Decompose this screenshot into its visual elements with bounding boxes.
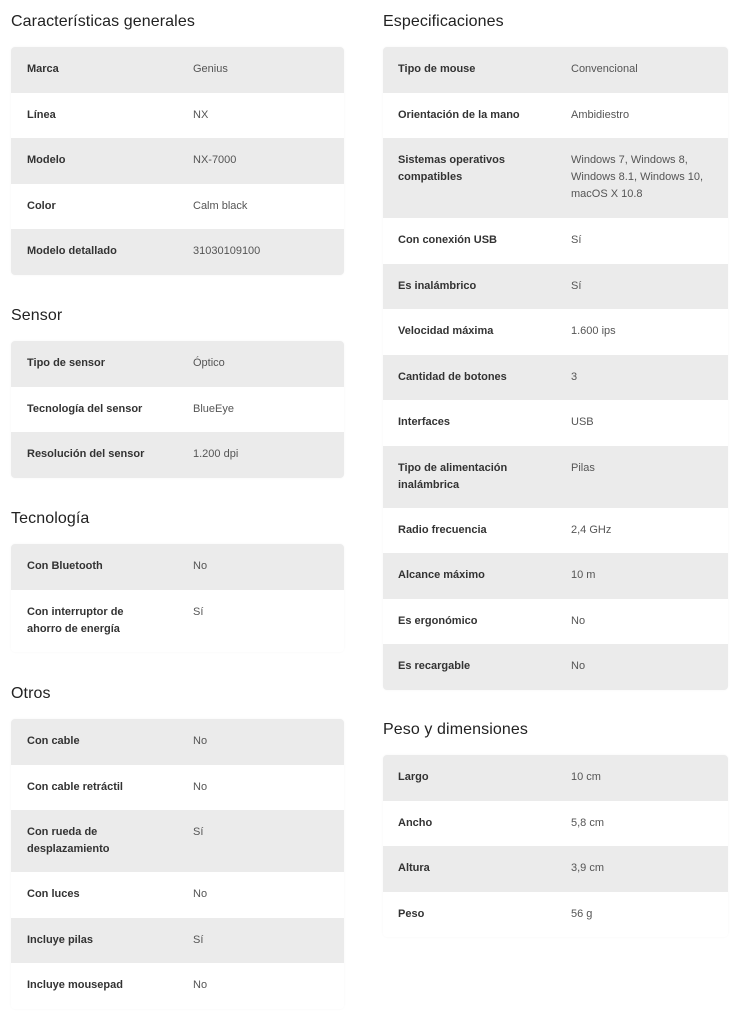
row-label: Tecnología del sensor (27, 402, 143, 415)
row-label: Incluye mousepad (27, 979, 123, 991)
table-row-linea (11, 93, 344, 139)
row-label: Altura (398, 862, 430, 874)
table-row-con-cable (11, 719, 344, 765)
section-title: Especificaciones (383, 13, 504, 30)
section-title: Otros (11, 685, 51, 702)
row-value: USB (571, 416, 594, 428)
row-value: 56 g (571, 907, 593, 920)
table-row-alcance-maximo (383, 553, 728, 599)
row-value: No (193, 780, 208, 793)
row-value: Sí (571, 234, 582, 246)
table-row-tecnologia-sensor (11, 387, 344, 433)
row-value: No (571, 660, 586, 672)
row-label: Es recargable (398, 660, 471, 672)
section-title: Sensor (11, 307, 63, 324)
specs-table-otros (11, 719, 344, 1009)
row-value: Ambidiestro (571, 108, 630, 121)
table-row-incluye-mousepad (11, 963, 344, 1009)
section-especificaciones (383, 11, 504, 33)
row-label: Orientación de la mano (398, 108, 520, 121)
table-row-ancho (383, 801, 728, 847)
section-peso-dimensiones (383, 719, 528, 741)
table-row-sistemas-operativos (383, 138, 728, 218)
table-row-resolucion-sensor (11, 432, 344, 478)
row-value: 10 cm (571, 771, 601, 783)
row-value: No (571, 614, 586, 627)
row-label: Ancho (398, 816, 433, 829)
table-row-marca (11, 47, 344, 93)
row-label: Velocidad máxima (398, 325, 494, 337)
row-value: No (193, 560, 208, 572)
row-label: Tipo de alimentación inalámbrica (398, 461, 508, 491)
table-row-con-luces (11, 872, 344, 918)
row-label: Con luces (27, 888, 80, 900)
row-label: Marca (27, 63, 59, 75)
row-value: NX (193, 108, 209, 121)
table-row-rueda-desplazamiento (11, 810, 344, 872)
table-row-inalambrico (383, 264, 728, 310)
row-label: Resolución del sensor (27, 448, 145, 460)
row-value: No (193, 735, 208, 747)
table-row-recargable (383, 644, 728, 690)
table-row-peso (383, 892, 728, 938)
specs-table-general (11, 47, 344, 275)
table-row-color (11, 184, 344, 230)
row-label: Es inalámbrico (398, 279, 477, 292)
row-value: Genius (193, 63, 228, 75)
specs-table-peso-dimensiones (383, 755, 728, 937)
row-value: Óptico (193, 357, 225, 369)
row-label: Largo (398, 771, 429, 783)
section-title: Peso y dimensiones (383, 721, 528, 738)
row-value: 3 (571, 370, 578, 383)
row-value: BlueEye (193, 402, 234, 415)
table-row-interfaces (383, 400, 728, 446)
table-row-ergonomico (383, 599, 728, 645)
table-row-conexion-usb (383, 218, 728, 264)
row-value: 5,8 cm (571, 816, 605, 829)
row-value: Sí (571, 279, 582, 292)
row-label: Sistemas operativos compatibles (398, 154, 505, 183)
specs-table-especificaciones (383, 47, 728, 690)
row-label: Con Bluetooth (27, 560, 103, 572)
table-row-modelo (11, 138, 344, 184)
row-label: Es ergonómico (398, 614, 478, 627)
table-row-radio-frecuencia (383, 508, 728, 554)
specs-table-sensor (11, 341, 344, 478)
table-row-bluetooth (11, 544, 344, 590)
table-row-interruptor-ahorro (11, 590, 344, 652)
row-label: Peso (398, 907, 425, 920)
table-row-altura (383, 846, 728, 892)
table-row-tipo-sensor (11, 341, 344, 387)
table-row-modelo-detallado (11, 229, 344, 275)
section-title: Tecnología (11, 510, 90, 527)
row-value: 31030109100 (193, 245, 261, 257)
row-value: 1.200 dpi (193, 448, 239, 460)
row-value: Sí (193, 826, 204, 838)
row-label: Con conexión USB (398, 234, 498, 246)
row-value: Pilas (571, 461, 595, 474)
table-row-largo (383, 755, 728, 801)
row-label: Interfaces (398, 416, 450, 428)
row-label: Línea (27, 108, 56, 121)
table-row-velocidad-maxima (383, 309, 728, 355)
row-label: Cantidad de botones (398, 370, 507, 383)
section-otros (11, 683, 51, 705)
row-label: Con interruptor de ahorro de energía (27, 605, 124, 635)
table-row-incluye-pilas (11, 918, 344, 964)
row-value: 10 m (571, 569, 596, 581)
row-label: Radio frecuencia (398, 523, 487, 536)
row-label: Incluye pilas (27, 933, 94, 946)
row-value: Sí (193, 605, 204, 618)
row-label: Tipo de sensor (27, 357, 106, 369)
specs-table-tecnologia (11, 544, 344, 652)
table-row-cable-retractil (11, 765, 344, 811)
row-label: Alcance máximo (398, 569, 485, 581)
row-label: Color (27, 199, 56, 212)
row-value: Calm black (193, 199, 248, 212)
row-label: Modelo detallado (27, 245, 117, 257)
table-row-tipo-mouse (383, 47, 728, 93)
row-value: No (193, 979, 208, 991)
row-value: NX-7000 (193, 154, 237, 166)
row-label: Tipo de mouse (398, 63, 476, 75)
row-value: 1.600 ips (571, 325, 616, 337)
section-sensor (11, 305, 62, 327)
table-row-alimentacion-inalambrica (383, 446, 728, 508)
row-label: Modelo (27, 154, 66, 166)
section-tecnologia (11, 508, 89, 530)
row-value: Convencional (571, 63, 638, 75)
row-label: Con cable retráctil (27, 780, 123, 793)
table-row-cantidad-botones (383, 355, 728, 401)
section-title: Características generales (11, 13, 195, 30)
row-value: Windows 7, Windows 8, Windows 8.1, Windows 10, macOS X 10.8 (571, 154, 704, 200)
table-row-orientacion-mano (383, 93, 728, 139)
row-label: Con rueda de desplazamiento (27, 826, 110, 855)
row-value: Sí (193, 933, 204, 946)
row-value: 3,9 cm (571, 862, 605, 874)
row-value: 2,4 GHz (571, 523, 612, 536)
row-value: No (193, 888, 208, 900)
row-label: Con cable (27, 735, 80, 747)
section-caracteristicas-generales (11, 11, 195, 33)
